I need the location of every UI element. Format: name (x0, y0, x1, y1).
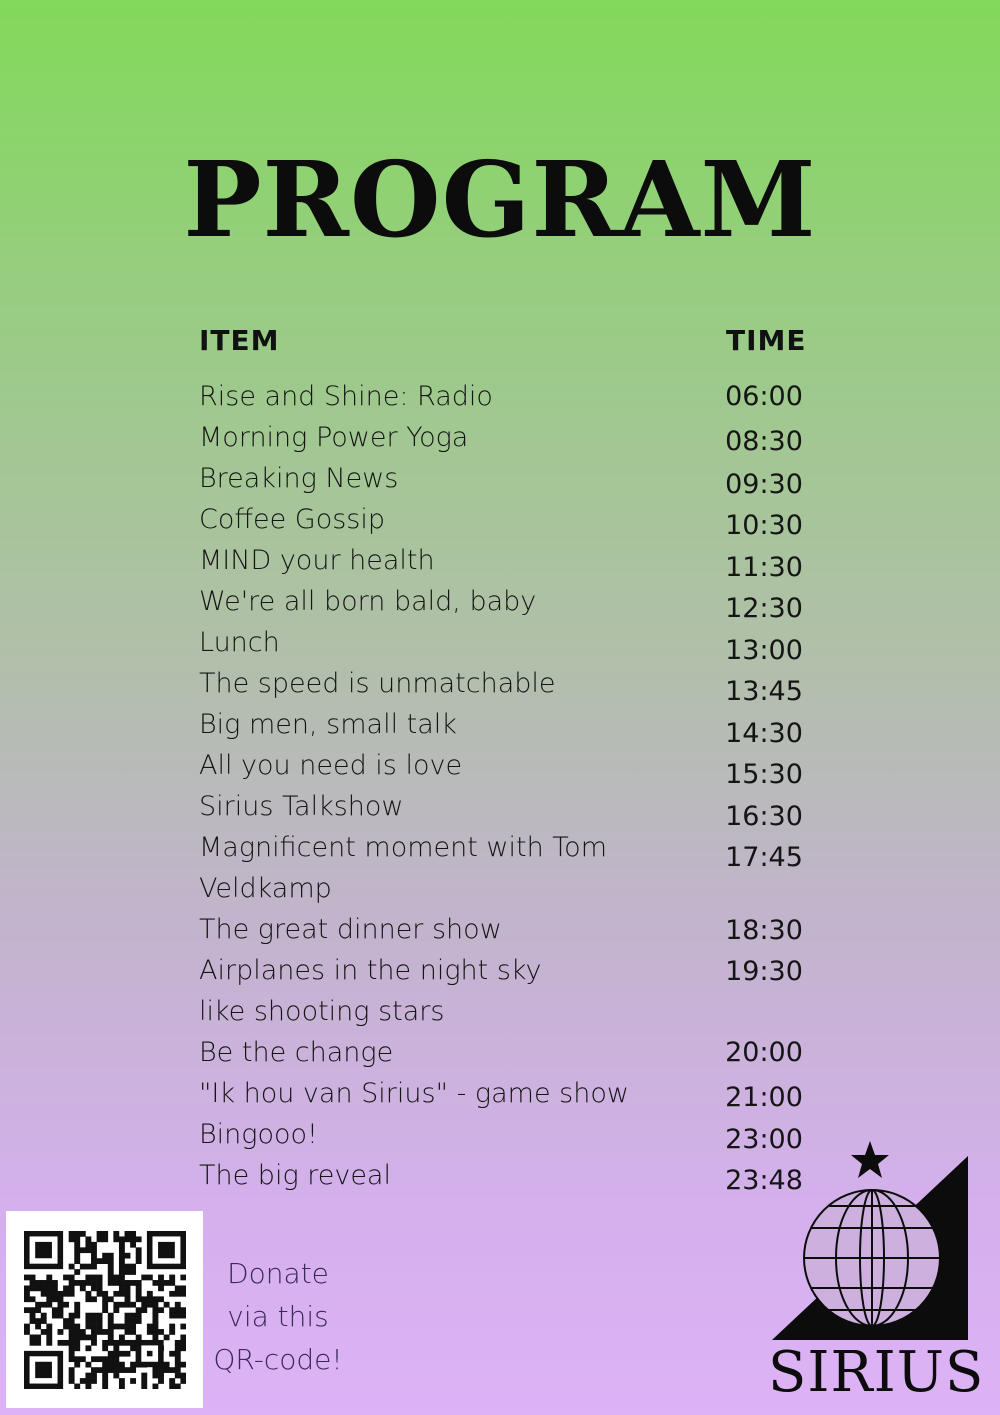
schedule-time: 10:30 (725, 510, 803, 541)
schedule-time: 19:30 (725, 956, 803, 987)
schedule-item: Magnificent moment with Tom Veldkamp (199, 832, 608, 904)
schedule-item: Breaking News (199, 463, 399, 494)
schedule-item: The speed is unmatchable (199, 668, 556, 699)
schedule-time: 08:30 (725, 426, 803, 457)
schedule-time: 17:45 (725, 842, 803, 873)
schedule-item: "Ik hou van Sirius" - game show (199, 1078, 629, 1109)
schedule-time: 13:45 (725, 676, 803, 707)
schedule-time: 06:00 (725, 381, 803, 412)
donate-line: Donate (227, 1257, 329, 1290)
schedule-time: 21:00 (725, 1082, 803, 1113)
qr-code-icon (24, 1231, 186, 1389)
page-title: PROGRAM (183, 138, 817, 261)
schedule-item: All you need is love (199, 750, 463, 781)
time-column-header: TIME (726, 324, 807, 357)
schedule-item: Coffee Gossip (199, 504, 385, 535)
schedule-time: 15:30 (725, 759, 803, 790)
schedule-item: Big men, small talk (199, 709, 457, 740)
schedule-item: MIND your health (199, 545, 435, 576)
donate-text (204, 1252, 352, 1381)
schedule-time: 11:30 (725, 552, 803, 583)
donate-line: QR-code! (213, 1343, 343, 1376)
schedule-time: 09:30 (725, 469, 803, 500)
schedule-item: Morning Power Yoga (199, 422, 469, 453)
schedule-time: 20:00 (725, 1037, 803, 1068)
schedule-item: Bingooo! (199, 1119, 318, 1150)
qr-code[interactable] (6, 1211, 203, 1408)
schedule-time: 23:00 (725, 1124, 803, 1155)
globe-star-icon (768, 1138, 974, 1348)
schedule-time: 14:30 (725, 718, 803, 749)
schedule-item: Rise and Shine: Radio (199, 381, 493, 412)
schedule-time: 12:30 (725, 593, 803, 624)
schedule-item: We're all born bald, baby (199, 586, 537, 617)
donate-line: via this (227, 1300, 329, 1333)
schedule-item: Lunch (199, 627, 280, 658)
schedule-time: 18:30 (725, 915, 803, 946)
schedule-item: The big reveal (199, 1160, 391, 1191)
logo-text: SIRIUS (768, 1340, 985, 1405)
schedule-item: Airplanes in the night sky like shooting stars (199, 955, 542, 1027)
schedule-item: The great dinner show (199, 914, 502, 945)
schedule-time: 16:30 (725, 801, 803, 832)
schedule-time: 23:48 (725, 1165, 803, 1196)
schedule-item: Sirius Talkshow (199, 791, 404, 822)
item-column-header: ITEM (199, 324, 280, 357)
schedule-item: Be the change (199, 1037, 394, 1068)
schedule-time: 13:00 (725, 635, 803, 666)
